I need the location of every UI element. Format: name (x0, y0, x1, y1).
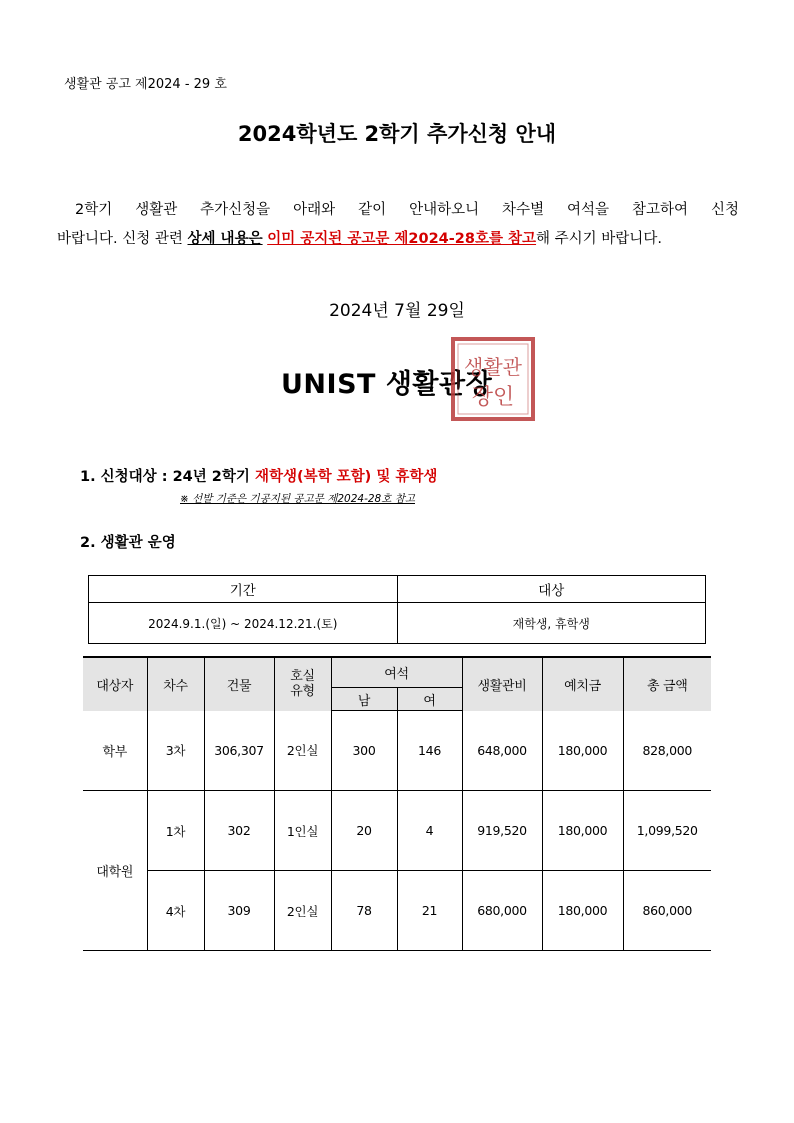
notice-number: 생활관 공고 제2024 - 29 호 (64, 77, 227, 92)
section-1-heading (80, 465, 437, 486)
section-2-heading: 2. 생활관 운영 (80, 535, 176, 551)
header-fee: 생활관비 (462, 657, 542, 711)
header-deposit: 예치금 (542, 657, 623, 711)
header-round: 차수 (147, 657, 204, 711)
period-header-target: 대상 (397, 576, 706, 603)
target-value: 재학생, 휴학생 (397, 603, 706, 644)
intro-line-1: 2학기 생활관 추가신청을 아래와 같이 안내하오니 차수별 여석을 참고하여 신청 (75, 202, 739, 218)
row-deposit: 180,000 (542, 871, 623, 951)
row-round: 1차 (147, 791, 204, 871)
row-target: 대학원 (83, 791, 147, 951)
header-female: 여 (397, 688, 462, 711)
header-vacancy: 여석 (331, 657, 462, 688)
fee-table (83, 656, 711, 951)
row-building: 306,307 (204, 711, 274, 791)
period-table (88, 575, 706, 644)
header-room-type-1: 호실 (290, 669, 315, 685)
issue-date: 2024년 7월 29일 (329, 301, 465, 321)
row-fee: 680,000 (462, 871, 542, 951)
row-room: 1인실 (274, 791, 331, 871)
signature-title: UNIST 생활관장 (281, 369, 493, 400)
row-room: 2인실 (274, 871, 331, 951)
intro-text-e: 해 주시기 바랍니다. (536, 231, 662, 247)
row-fee: 648,000 (462, 711, 542, 791)
row-target: 학부 (83, 711, 147, 791)
document-title: 2024학년도 2학기 추가신청 안내 (237, 122, 557, 146)
row-deposit: 180,000 (542, 791, 623, 871)
row-total: 1,099,520 (623, 791, 711, 871)
row-building: 302 (204, 791, 274, 871)
row-round: 3차 (147, 711, 204, 791)
row-total: 828,000 (623, 711, 711, 791)
intro-text-a: 바랍니다. 신청 관련 (57, 231, 188, 247)
header-male: 남 (331, 688, 397, 711)
header-room-type (274, 657, 331, 711)
section-1-note: ※ 선발 기준은 기공지된 공고문 제2024-28호 참고 (180, 493, 415, 505)
section-1-target: 재학생(복학 포함) 및 휴학생 (254, 469, 438, 485)
row-male: 78 (331, 871, 397, 951)
period-header-period: 기간 (89, 576, 398, 603)
seal-text-1: 생활관 (464, 355, 522, 379)
row-female: 21 (397, 871, 462, 951)
intro-paragraph (57, 196, 739, 254)
row-female: 4 (397, 791, 462, 871)
row-male: 300 (331, 711, 397, 791)
row-total: 860,000 (623, 871, 711, 951)
row-female: 146 (397, 711, 462, 791)
header-building: 건물 (204, 657, 274, 711)
row-male: 20 (331, 791, 397, 871)
official-seal-icon (450, 336, 536, 422)
row-room: 2인실 (274, 711, 331, 791)
section-1-label: 1. 신청대상 : 24년 2학기 (80, 469, 255, 485)
header-total: 총 금액 (623, 657, 711, 711)
row-fee: 919,520 (462, 791, 542, 871)
intro-reference-emphasis: 이미 공지된 공고문 제2024-28호를 참고 (267, 231, 537, 247)
row-building: 309 (204, 871, 274, 951)
header-room-type-2: 유형 (290, 684, 315, 700)
intro-detail-emphasis: 상세 내용은 (187, 231, 263, 247)
period-value: 2024.9.1.(일) ~ 2024.12.21.(토) (89, 603, 398, 644)
row-deposit: 180,000 (542, 711, 623, 791)
seal-text-2: 장인 (471, 385, 515, 410)
header-target: 대상자 (83, 657, 147, 711)
row-round: 4차 (147, 871, 204, 951)
